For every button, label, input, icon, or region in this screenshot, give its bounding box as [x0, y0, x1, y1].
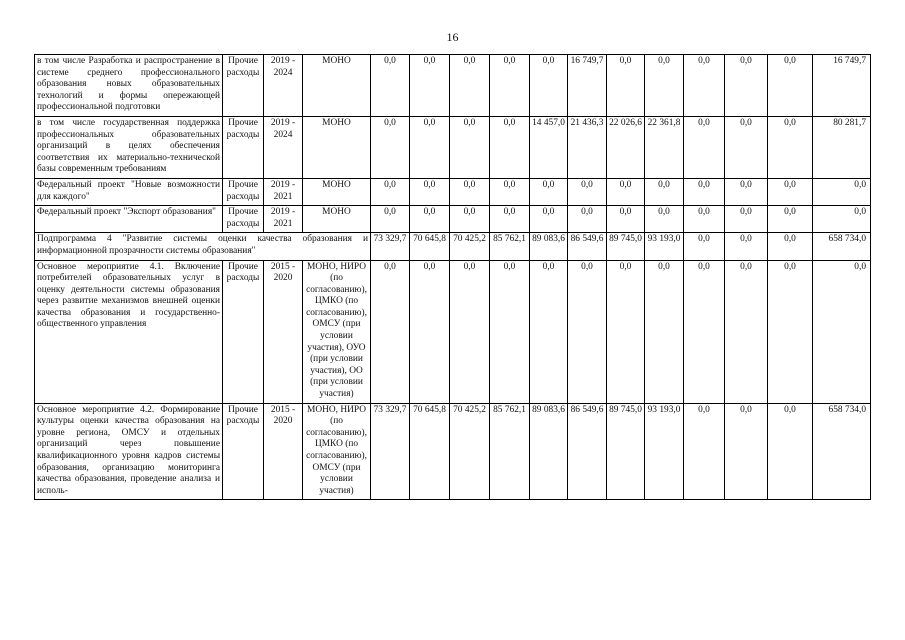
- row-description: Основное мероприятие 4.1. Включение потребителей образовательных услуг в оценку деятельности системы образования через развитие механизмов внешней оценки качества образования и государственно-общественного управления: [35, 260, 223, 403]
- row-value: 85 762,1: [490, 403, 530, 500]
- row-expense-type: Прочие расходы: [223, 55, 264, 117]
- row-value: 0,0: [684, 116, 725, 178]
- row-years: 2019 - 2021: [264, 206, 303, 233]
- subprogram-value: 0,0: [768, 233, 813, 260]
- row-value: 0,0: [607, 55, 645, 117]
- row-value: 0,0: [371, 55, 410, 117]
- subprogram-value: 70 425,2: [450, 233, 490, 260]
- row-value: 0,0: [371, 116, 410, 178]
- row-value: 0,0: [410, 206, 450, 233]
- row-value: 0,0: [490, 260, 530, 403]
- subprogram-title: Подпрограмма 4 "Развитие системы оценки качества образования и информационной прозрачности системы образования": [35, 233, 371, 260]
- row-value: 0,0: [645, 178, 684, 205]
- table-row: [35, 116, 871, 178]
- row-executor: МОНО: [303, 206, 371, 233]
- row-value: 93 193,0: [645, 403, 684, 500]
- row-value: 70 425,2: [450, 403, 490, 500]
- row-value: 658 734,0: [813, 403, 871, 500]
- row-value: 86 549,6: [568, 403, 607, 500]
- row-value: 22 361,8: [645, 116, 684, 178]
- subprogram-value: 89 083,6: [530, 233, 568, 260]
- row-value: 0,0: [530, 178, 568, 205]
- row-value: 0,0: [450, 116, 490, 178]
- row-value: 0,0: [813, 260, 871, 403]
- row-value: 16 749,7: [568, 55, 607, 117]
- table-row: [35, 206, 871, 233]
- row-value: 0,0: [371, 260, 410, 403]
- subprogram-value: 0,0: [684, 233, 725, 260]
- row-value: 0,0: [530, 260, 568, 403]
- row-value: 0,0: [490, 178, 530, 205]
- page-number: 16: [446, 30, 459, 44]
- row-value: 0,0: [768, 260, 813, 403]
- row-expense-type: Прочие расходы: [223, 206, 264, 233]
- row-executor: МОНО, НИРО (по согласованию), ЦМКО (по согласованию), ОМСУ (при условии участия): [303, 403, 371, 500]
- table-row: [35, 260, 871, 403]
- row-value: 0,0: [410, 116, 450, 178]
- row-value: 89 083,6: [530, 403, 568, 500]
- subprogram-value: 70 645,8: [410, 233, 450, 260]
- row-value: 0,0: [450, 178, 490, 205]
- row-expense-type: Прочие расходы: [223, 178, 264, 205]
- row-value: 0,0: [450, 55, 490, 117]
- row-value: 0,0: [530, 206, 568, 233]
- subprogram-value: 89 745,0: [607, 233, 645, 260]
- row-executor: МОНО, НИРО (по согласованию), ЦМКО (по согласованию), ОМСУ (при условии участия), ОУО (при условии участия), ОО (при условии участия): [303, 260, 371, 403]
- row-value: 0,0: [725, 116, 768, 178]
- row-value: 0,0: [568, 206, 607, 233]
- row-value: 0,0: [645, 260, 684, 403]
- row-value: 0,0: [768, 116, 813, 178]
- row-value: 0,0: [725, 178, 768, 205]
- row-years: 2019 - 2021: [264, 178, 303, 205]
- budget-table: [34, 54, 871, 500]
- table-row: [35, 178, 871, 205]
- row-value: 89 745,0: [607, 403, 645, 500]
- row-value: 0,0: [684, 403, 725, 500]
- row-value: 0,0: [684, 178, 725, 205]
- row-expense-type: Прочие расходы: [223, 116, 264, 178]
- subprogram-value: 86 549,6: [568, 233, 607, 260]
- row-value: 0,0: [607, 178, 645, 205]
- row-value: 0,0: [684, 260, 725, 403]
- row-value: 0,0: [725, 206, 768, 233]
- row-value: 0,0: [371, 206, 410, 233]
- row-value: 0,0: [490, 55, 530, 117]
- row-value: 0,0: [530, 55, 568, 117]
- subprogram-value: 658 734,0: [813, 233, 871, 260]
- row-value: 0,0: [725, 55, 768, 117]
- row-value: 0,0: [768, 55, 813, 117]
- subprogram-value: 73 329,7: [371, 233, 410, 260]
- row-value: 70 645,8: [410, 403, 450, 500]
- subprogram-value: 85 762,1: [490, 233, 530, 260]
- row-value: 21 436,3: [568, 116, 607, 178]
- row-value: 0,0: [725, 403, 768, 500]
- subprogram-value: 93 193,0: [645, 233, 684, 260]
- row-value: 0,0: [768, 206, 813, 233]
- row-years: 2015 - 2020: [264, 403, 303, 500]
- row-value: 0,0: [410, 260, 450, 403]
- row-value: 0,0: [410, 55, 450, 117]
- row-executor: МОНО: [303, 55, 371, 117]
- row-value: 0,0: [725, 260, 768, 403]
- row-years: 2019 - 2024: [264, 116, 303, 178]
- subprogram-row: [35, 233, 871, 260]
- row-value: 0,0: [645, 206, 684, 233]
- row-description: Федеральный проект "Экспорт образования": [35, 206, 223, 233]
- row-value: 0,0: [568, 178, 607, 205]
- row-executor: МОНО: [303, 178, 371, 205]
- subprogram-value: 0,0: [725, 233, 768, 260]
- row-executor: МОНО: [303, 116, 371, 178]
- row-value: 0,0: [813, 206, 871, 233]
- row-value: 0,0: [645, 55, 684, 117]
- row-value: 0,0: [490, 116, 530, 178]
- table-row: [35, 55, 871, 117]
- row-years: 2015 - 2020: [264, 260, 303, 403]
- row-value: 14 457,0: [530, 116, 568, 178]
- row-expense-type: Прочие расходы: [223, 260, 264, 403]
- row-value: 0,0: [684, 206, 725, 233]
- row-expense-type: Прочие расходы: [223, 403, 264, 500]
- row-value: 22 026,6: [607, 116, 645, 178]
- row-value: 0,0: [607, 206, 645, 233]
- row-description: в том числе Разработка и распространение в системе среднего профессионального образования новых образовательных технологий и формы опережающей профессиональной подготовки: [35, 55, 223, 117]
- row-value: 0,0: [684, 55, 725, 117]
- row-value: 0,0: [450, 260, 490, 403]
- row-value: 0,0: [490, 206, 530, 233]
- row-description: в том числе государственная поддержка профессиональных образовательных организаций в целях обеспечения соответствия их материально-технической базы современным требованиям: [35, 116, 223, 178]
- row-value: 0,0: [450, 206, 490, 233]
- row-value: 80 281,7: [813, 116, 871, 178]
- row-value: 0,0: [568, 260, 607, 403]
- row-description: Федеральный проект "Новые возможности для каждого": [35, 178, 223, 205]
- row-value: 0,0: [768, 178, 813, 205]
- table-row: [35, 403, 871, 500]
- row-value: 0,0: [813, 178, 871, 205]
- row-value: 0,0: [371, 178, 410, 205]
- row-value: 0,0: [607, 260, 645, 403]
- row-description: Основное мероприятие 4.2. Формирование культуры оценки качества образования на уровне региона, ОМСУ и отдельных организаций через повышение квалификационного уровня кадров системы образования, организацию мониторинга качества образования, проведение анализа и исполь-: [35, 403, 223, 500]
- row-value: 16 749,7: [813, 55, 871, 117]
- row-years: 2019 - 2024: [264, 55, 303, 117]
- row-value: 0,0: [410, 178, 450, 205]
- row-value: 73 329,7: [371, 403, 410, 500]
- row-value: 0,0: [768, 403, 813, 500]
